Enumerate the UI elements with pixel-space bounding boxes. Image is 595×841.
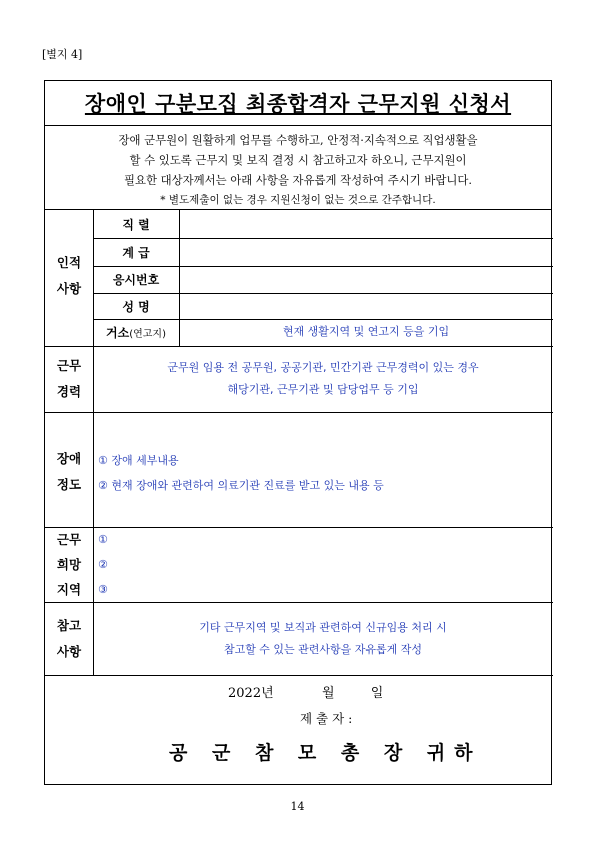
intro-note: * 별도제출이 없는 경우 지원신청이 없는 것으로 간주합니다.: [160, 194, 436, 206]
disability-section-label: 장애 정도: [56, 451, 82, 492]
career-input[interactable]: 군무원 임용 전 공무원, 공공기관, 민간기관 근무경력이 있는 경우 해당기관, 근무기관 및 담당업무 등 기입: [167, 361, 479, 396]
address-label: 거소 (연고지): [106, 326, 166, 340]
exam-number-input[interactable]: [179, 266, 553, 293]
exam-number-label: 응시번호: [112, 273, 160, 287]
preferred-area-input[interactable]: ① ② ③: [98, 533, 108, 596]
date-year: 2022년: [228, 686, 274, 701]
grade-input[interactable]: [179, 238, 553, 266]
preferred-area-section-label: 근무 희망 지역: [56, 532, 82, 597]
closing-address: 공 군 참 모 총 장 귀하: [169, 742, 482, 764]
career-section-label: 근무 경력: [56, 358, 82, 399]
personal-section-label: 인적 사항: [56, 255, 82, 296]
intro-text: [45, 125, 551, 210]
reference-section-label: 참고 사항: [56, 618, 82, 659]
application-form: [44, 80, 552, 785]
date-day: 일: [370, 686, 384, 701]
grade-label: 계 급: [122, 245, 150, 260]
submitter-label: 제 출 자 :: [300, 711, 353, 726]
address-input[interactable]: 현재 생활지역 및 연고지 등을 기입: [282, 325, 450, 338]
intro-line-2: 할 수 있도록 근무지 및 보직 결정 시 참고하고자 하오니, 근무지원이: [129, 153, 467, 167]
date-line: [228, 682, 383, 701]
disability-input[interactable]: ① 장애 세부내용 ② 현재 장애와 관련하여 의료기관 진료를 받고 있는 내용 등: [98, 454, 384, 492]
rank-label: 직 렬: [122, 217, 150, 232]
section-divider: [45, 675, 553, 676]
section-divider: [45, 602, 553, 603]
title-row: [45, 81, 551, 126]
date-month: 월: [321, 686, 335, 701]
page-number: 14: [290, 800, 305, 813]
name-label: 성 명: [122, 299, 150, 314]
annex-label: [별지 4]: [42, 48, 83, 61]
section-divider: [45, 346, 553, 347]
intro-line-3: 필요한 대상자께서는 아래 사항을 자유롭게 작성하여 주시기 바랍니다.: [123, 173, 473, 187]
name-input[interactable]: [179, 293, 553, 319]
form-title: 장애인 구분모집 최종합격자 근무지원 신청서: [84, 92, 512, 116]
reference-input[interactable]: 기타 근무지역 및 보직과 관련하여 신규임용 처리 시 참고할 수 있는 관련사항을 자유롭게 작성: [199, 621, 447, 656]
intro-line-1: 장애 군무원이 원활하게 업무를 수행하고, 안정적·지속적으로 직업생활을: [118, 133, 478, 147]
section-divider: [45, 412, 553, 413]
rank-input[interactable]: [179, 210, 553, 238]
